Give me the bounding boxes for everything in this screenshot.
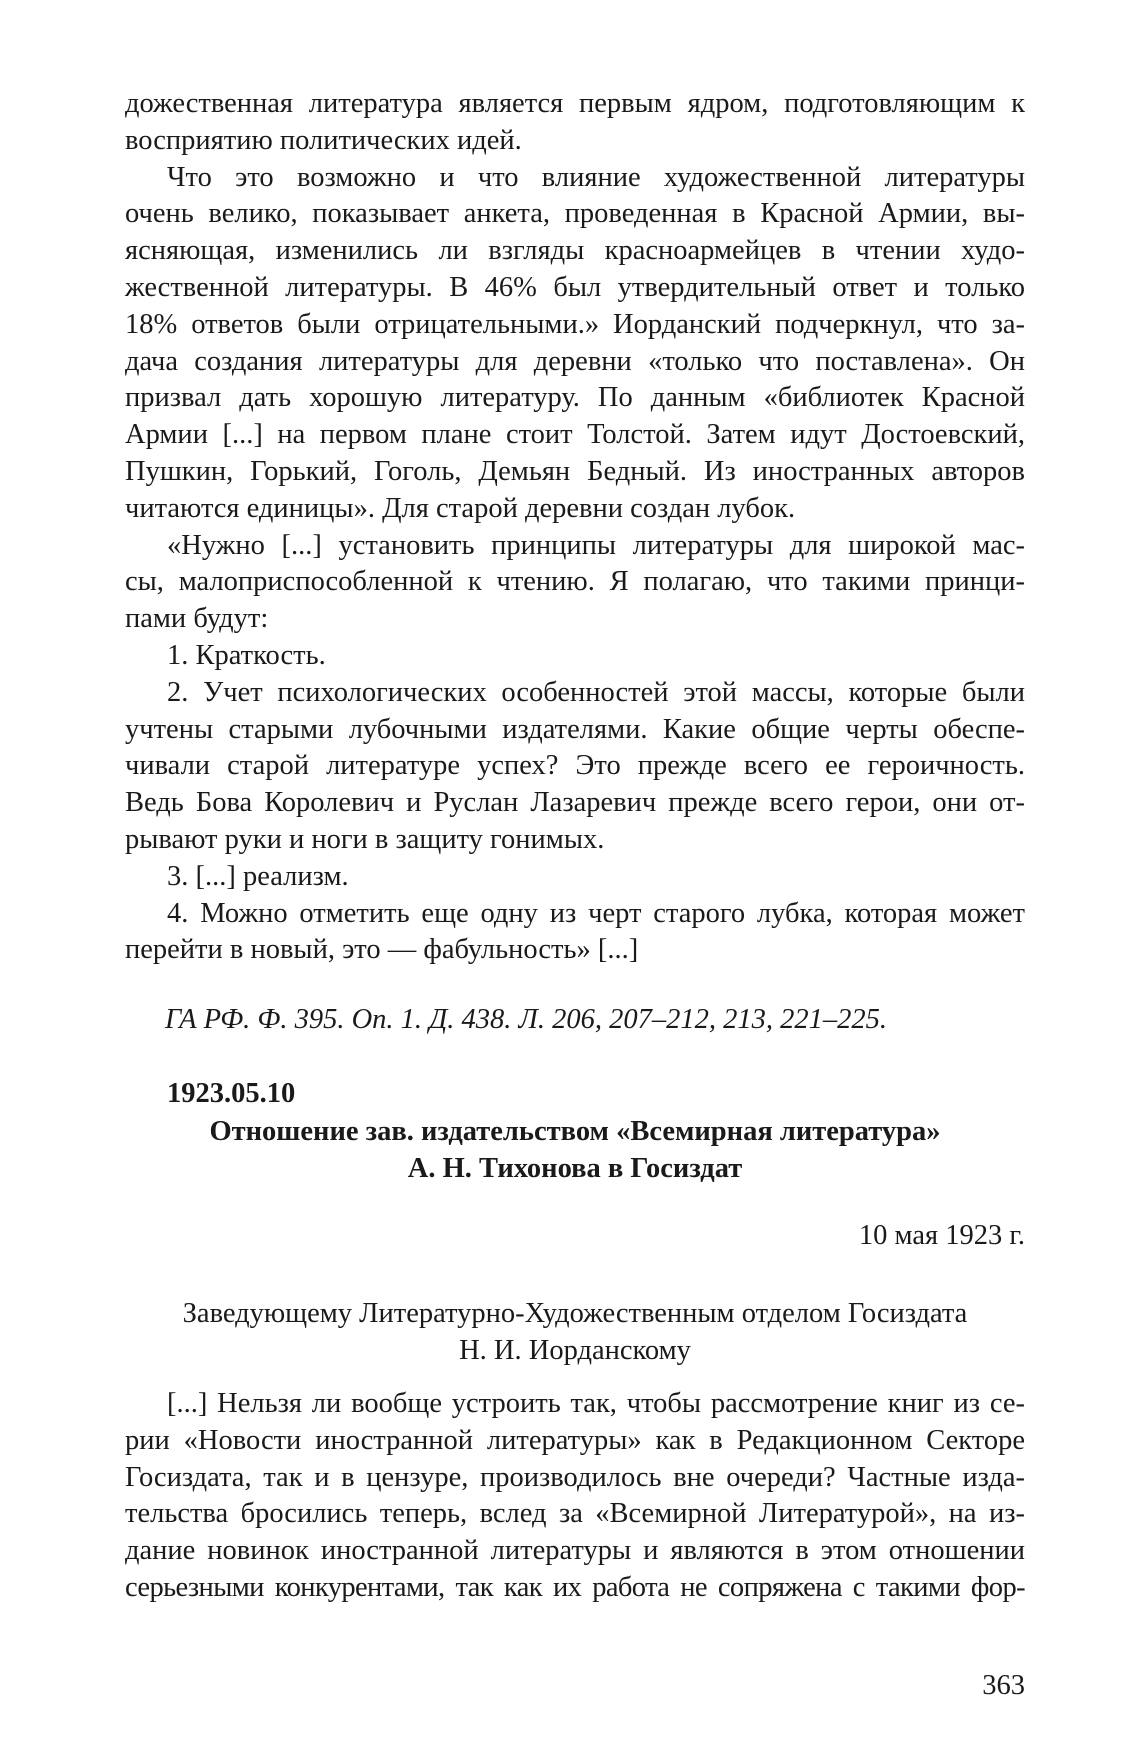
text-line: Госиздата, так и в цензуре, производилось вне очереди? Частные изда- — [125, 1461, 1025, 1493]
text-line: 3. [...] реализм. — [167, 860, 349, 892]
document-title-line: Отношение зав. издательством «Всемирная литература» — [209, 1116, 941, 1147]
paragraph-4 — [125, 1386, 1025, 1607]
addressee — [125, 1296, 1025, 1370]
text-line: Что это возможно и что влияние художественной литературы — [167, 161, 1025, 193]
text-line: учтены старыми лубочными издателями. Какие общие черты обеспе- — [125, 713, 1025, 745]
text-line: Ведь Бова Королевич и Руслан Лазаревич прежде всего герои, они от- — [125, 787, 1025, 819]
text-line: 1. Краткость. — [167, 639, 326, 671]
list-item-3 — [125, 859, 1025, 896]
text-line: рывают руки и ноги в защиту гонимых. — [125, 823, 605, 855]
text-line: дание новинок иностранной литературы и являются в этом отношении — [125, 1535, 1025, 1567]
text-line: Армии [...] на первом плане стоит Толстой. Затем идут Достоевский, — [125, 419, 1025, 451]
text-line: чивали старой литературе успех? Это прежде всего ее героичность. — [125, 750, 1025, 782]
paragraph-1 — [125, 86, 1025, 160]
text-line: перейти в новый, это — фабульность» [...] — [125, 934, 639, 966]
text-line: 18% ответов были отрицательными.» Иорданский подчеркнул, что за- — [125, 308, 1025, 340]
text-line: 2. Учет психологических особенностей этой массы, которые были — [167, 676, 1025, 708]
text-line: очень велико, показывает анкета, проведенная в Красной Армии, вы- — [125, 198, 1025, 230]
text-line: [...] Нельзя ли вообще устроить так, чтобы рассмотрение книг из се- — [167, 1388, 1025, 1419]
text-line: пами будут: — [125, 603, 269, 635]
text-line: читаются единицы». Для старой деревни создан лубок. — [125, 492, 796, 524]
text-line: восприятию политических идей. — [125, 124, 522, 156]
document-title — [125, 1114, 1025, 1188]
paragraph-2 — [125, 160, 1025, 528]
addressee-line: Н. И. Иорданскому — [459, 1334, 691, 1366]
text-line: серьезными конкурентами, так как их работа не сопряжена с такими фор- — [125, 1571, 1025, 1603]
text-line: призвал дать хорошую литературу. По данным «библиотек Красной — [125, 382, 1025, 414]
document-number: 1923.05.10 — [167, 1078, 296, 1109]
text-line: Пушкин, Горький, Гоголь, Демьян Бедный. Из иностранных авторов — [125, 455, 1025, 487]
text-line: дача создания литературы для деревни «только что поставлена». Он — [125, 345, 1025, 377]
text-line: сы, малоприспособленной к чтению. Я полагаю, что такими принци- — [125, 566, 1025, 598]
text-line: 4. Можно отметить еще одну из черт старого лубка, которая может — [167, 897, 1025, 929]
text-line: рии «Новости иностранной литературы» как в Редакционном Секторе — [125, 1424, 1025, 1456]
text-line: тельства бросились теперь, вслед за «Всемирной Литературой», на из- — [125, 1498, 1025, 1530]
page-number: 363 — [982, 1670, 1025, 1701]
document-title-line: А. Н. Тихонова в Госиздат — [407, 1152, 743, 1184]
text-line: дожественная литература является первым ядром, подготовляющим к — [125, 88, 1025, 119]
text-line: жественной литературы. В 46% был утвердительный ответ и только — [125, 271, 1025, 303]
main-text-block — [125, 86, 1025, 969]
text-line: «Нужно [...] установить принципы литературы для широкой мас- — [167, 529, 1025, 561]
text-line: ясняющая, изменились ли взгляды красноармейцев в чтении худо- — [125, 235, 1025, 267]
list-item-2 — [125, 675, 1025, 859]
list-item-4 — [125, 896, 1025, 970]
list-item-1 — [125, 638, 1025, 675]
archive-source-reference: ГА РФ. Ф. 395. Оп. 1. Д. 438. Л. 206, 207–212, 213, 221–225. — [165, 1004, 887, 1035]
addressee-line: Заведующему Литературно-Художественным отделом Госиздата — [182, 1298, 968, 1329]
document-date: 10 мая 1923 г. — [858, 1220, 1025, 1251]
paragraph-3 — [125, 528, 1025, 638]
